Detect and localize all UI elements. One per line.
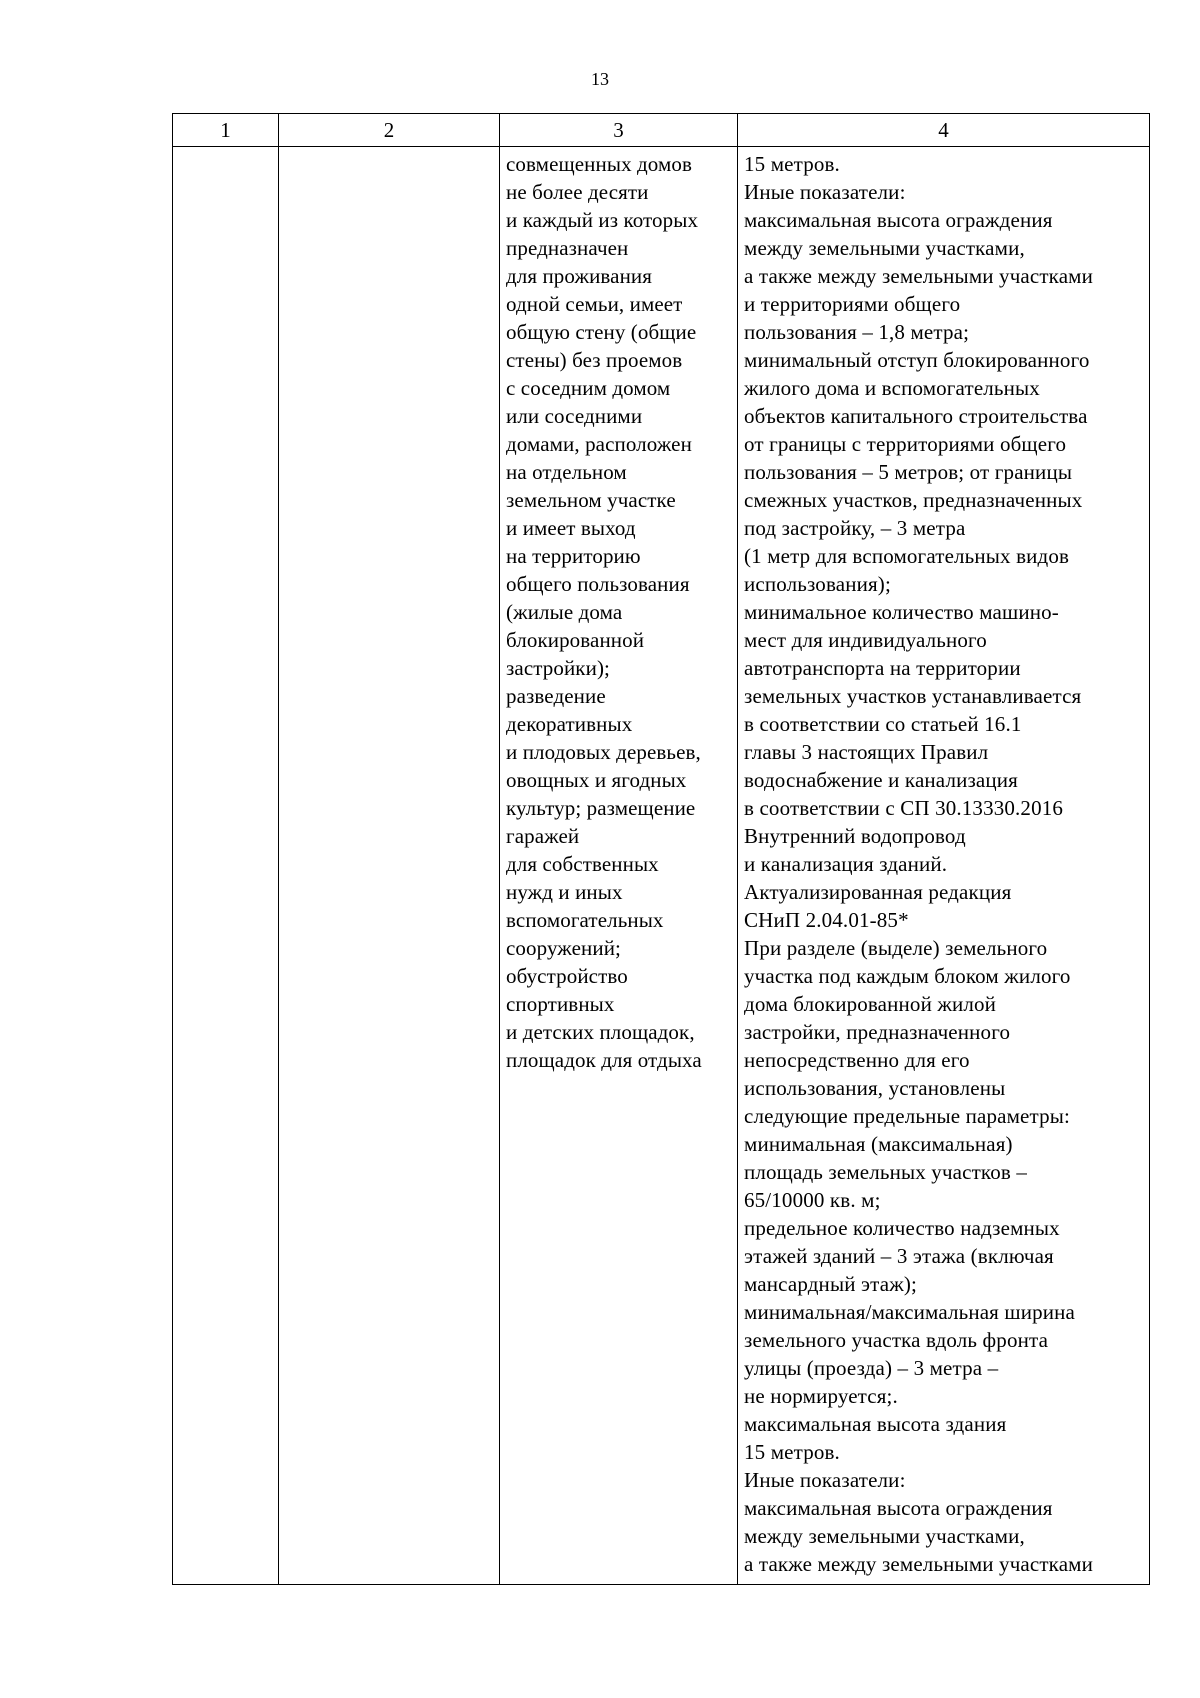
col3-text-line: не более десяти <box>506 180 649 204</box>
col4-text-line: мансардный этаж); <box>744 1272 918 1296</box>
col3-text-line: и имеет выход <box>506 516 636 540</box>
table-header-row <box>173 114 1150 147</box>
header-col-1: 1 <box>173 114 279 147</box>
col3-text-line: для собственных <box>506 852 659 876</box>
zoning-table <box>172 113 1150 1585</box>
col3-text-line: спортивных <box>506 992 615 1016</box>
col3-text-line: общего пользования <box>506 572 690 596</box>
col4-text-line: 15 метров. <box>744 1440 840 1464</box>
col3-text-line: овощных и ягодных <box>506 768 687 792</box>
col4-text-line: и канализация зданий. <box>744 852 948 876</box>
col4-text-line: в соответствии со статьей 16.1 <box>744 712 1022 736</box>
col4-text-line: жилого дома и вспомогательных <box>744 376 1040 400</box>
col3-text-line: на отдельном <box>506 460 627 484</box>
col4-text-line: предельное количество надземных <box>744 1216 1060 1240</box>
col4-text-line: земельного участка вдоль фронта <box>744 1328 1049 1352</box>
col4-text-line: минимальная (максимальная) <box>744 1132 1013 1156</box>
col3-text-line: стены) без проемов <box>506 348 683 372</box>
col4-text-line: дома блокированной жилой <box>744 992 997 1016</box>
col4-text-line: минимальное количество машино- <box>744 600 1059 624</box>
col4-text-line: пользования – 1,8 метра; <box>744 320 970 344</box>
col3-text-line: нужд и иных <box>506 880 623 904</box>
col3-text-line: с соседним домом <box>506 376 671 400</box>
col4-text-line: главы 3 настоящих Правил <box>744 740 989 764</box>
col4-text-line: от границы с территориями общего <box>744 432 1067 456</box>
col3-text-line: площадок для отдыха <box>506 1048 702 1072</box>
col4-text-line: между земельными участками, <box>744 236 1025 260</box>
col4-text-line: водоснабжение и канализация <box>744 768 1018 792</box>
col3-text-line: и плодовых деревьев, <box>506 740 701 764</box>
col4-text-line: в соответствии с СП 30.13330.2016 <box>744 796 1064 820</box>
col3-text-line: и детских площадок, <box>506 1020 695 1044</box>
col4-text-line: улицы (проезда) – 3 метра – <box>744 1356 999 1380</box>
col4-text-line: (1 метр для вспомогательных видов <box>744 544 1070 568</box>
col4-text-line: максимальная высота ограждения <box>744 1496 1053 1520</box>
col4-text-line: и территориями общего <box>744 292 961 316</box>
col3-text-line: декоративных <box>506 712 633 736</box>
col4-text-line: 15 метров. <box>744 152 840 176</box>
col3-text-line: земельном участке <box>506 488 676 512</box>
col4-text-line: застройки, предназначенного <box>744 1020 1011 1044</box>
col3-text-line: общую стену (общие <box>506 320 697 344</box>
col3-text-line: вспомогательных <box>506 908 664 932</box>
col3-text-line: сооружений; <box>506 936 621 960</box>
col4-text-line: непосредственно для его <box>744 1048 970 1072</box>
col4-text-line: использования); <box>744 572 891 596</box>
cell-col-4 <box>738 147 1150 1585</box>
col3-text-line: или соседними <box>506 404 643 428</box>
col4-text-line: Актуализированная редакция <box>744 880 1012 904</box>
col4-text-line: Иные показатели: <box>744 180 906 204</box>
table-row <box>173 147 1150 1585</box>
col4-text-line: минимальная/максимальная ширина <box>744 1300 1076 1324</box>
col4-text-line: максимальная высота здания <box>744 1412 1007 1436</box>
col4-text-line: смежных участков, предназначенных <box>744 488 1083 512</box>
col4-text-line: между земельными участками, <box>744 1524 1025 1548</box>
col3-text-line: обустройство <box>506 964 628 988</box>
col4-text-line: минимальный отступ блокированного <box>744 348 1090 372</box>
col4-text-line: Внутренний водопровод <box>744 824 966 848</box>
col4-text-line: следующие предельные параметры: <box>744 1104 1070 1128</box>
col4-text-line: этажей зданий – 3 этажа (включая <box>744 1244 1054 1268</box>
col4-text-line: максимальная высота ограждения <box>744 208 1053 232</box>
cell-col-2 <box>279 147 500 1585</box>
col4-text-line: под застройку, – 3 метра <box>744 516 966 540</box>
cell-col-3 <box>500 147 738 1585</box>
col3-text-line: для проживания <box>506 264 653 288</box>
col4-text-line: 65/10000 кв. м; <box>744 1188 881 1212</box>
col3-text-line: культур; размещение <box>506 796 696 820</box>
col3-text-line: предназначен <box>506 236 629 260</box>
header-col-3: 3 <box>500 114 738 147</box>
col4-text-line: земельных участков устанавливается <box>744 684 1082 708</box>
col3-text-line: (жилые дома <box>506 600 623 624</box>
col3-text-line: домами, расположен <box>506 432 692 456</box>
cell-col-1 <box>173 147 279 1585</box>
col3-text-line: гаражей <box>506 824 580 848</box>
col4-text-line: СНиП 2.04.01-85* <box>744 908 909 932</box>
col3-text-line: разведение <box>506 684 606 708</box>
col4-text-line: объектов капитального строительства <box>744 404 1088 428</box>
col3-text-line: на территорию <box>506 544 641 568</box>
col4-text-line: использования, установлены <box>744 1076 1006 1100</box>
header-col-2: 2 <box>279 114 500 147</box>
col3-text-line: застройки); <box>506 656 610 680</box>
page-number: 13 <box>591 69 609 89</box>
col3-text-line: совмещенных домов <box>506 152 693 176</box>
col4-text-line: а также между земельными участками <box>744 1552 1094 1576</box>
col3-text-line: одной семьи, имеет <box>506 292 683 316</box>
col4-text-line: площадь земельных участков – <box>744 1160 1027 1184</box>
header-col-4: 4 <box>738 114 1150 147</box>
col3-text-line: блокированной <box>506 628 645 652</box>
col3-text-line: и каждый из которых <box>506 208 699 232</box>
col4-text-line: не нормируется;. <box>744 1384 898 1408</box>
col4-text-line: мест для индивидуального <box>744 628 987 652</box>
col4-text-line: а также между земельными участками <box>744 264 1094 288</box>
col4-text-line: пользования – 5 метров; от границы <box>744 460 1073 484</box>
col4-text-line: автотранспорта на территории <box>744 656 1021 680</box>
col4-text-line: При разделе (выделе) земельного <box>744 936 1048 960</box>
col4-text-line: участка под каждым блоком жилого <box>744 964 1071 988</box>
col4-text-line: Иные показатели: <box>744 1468 906 1492</box>
